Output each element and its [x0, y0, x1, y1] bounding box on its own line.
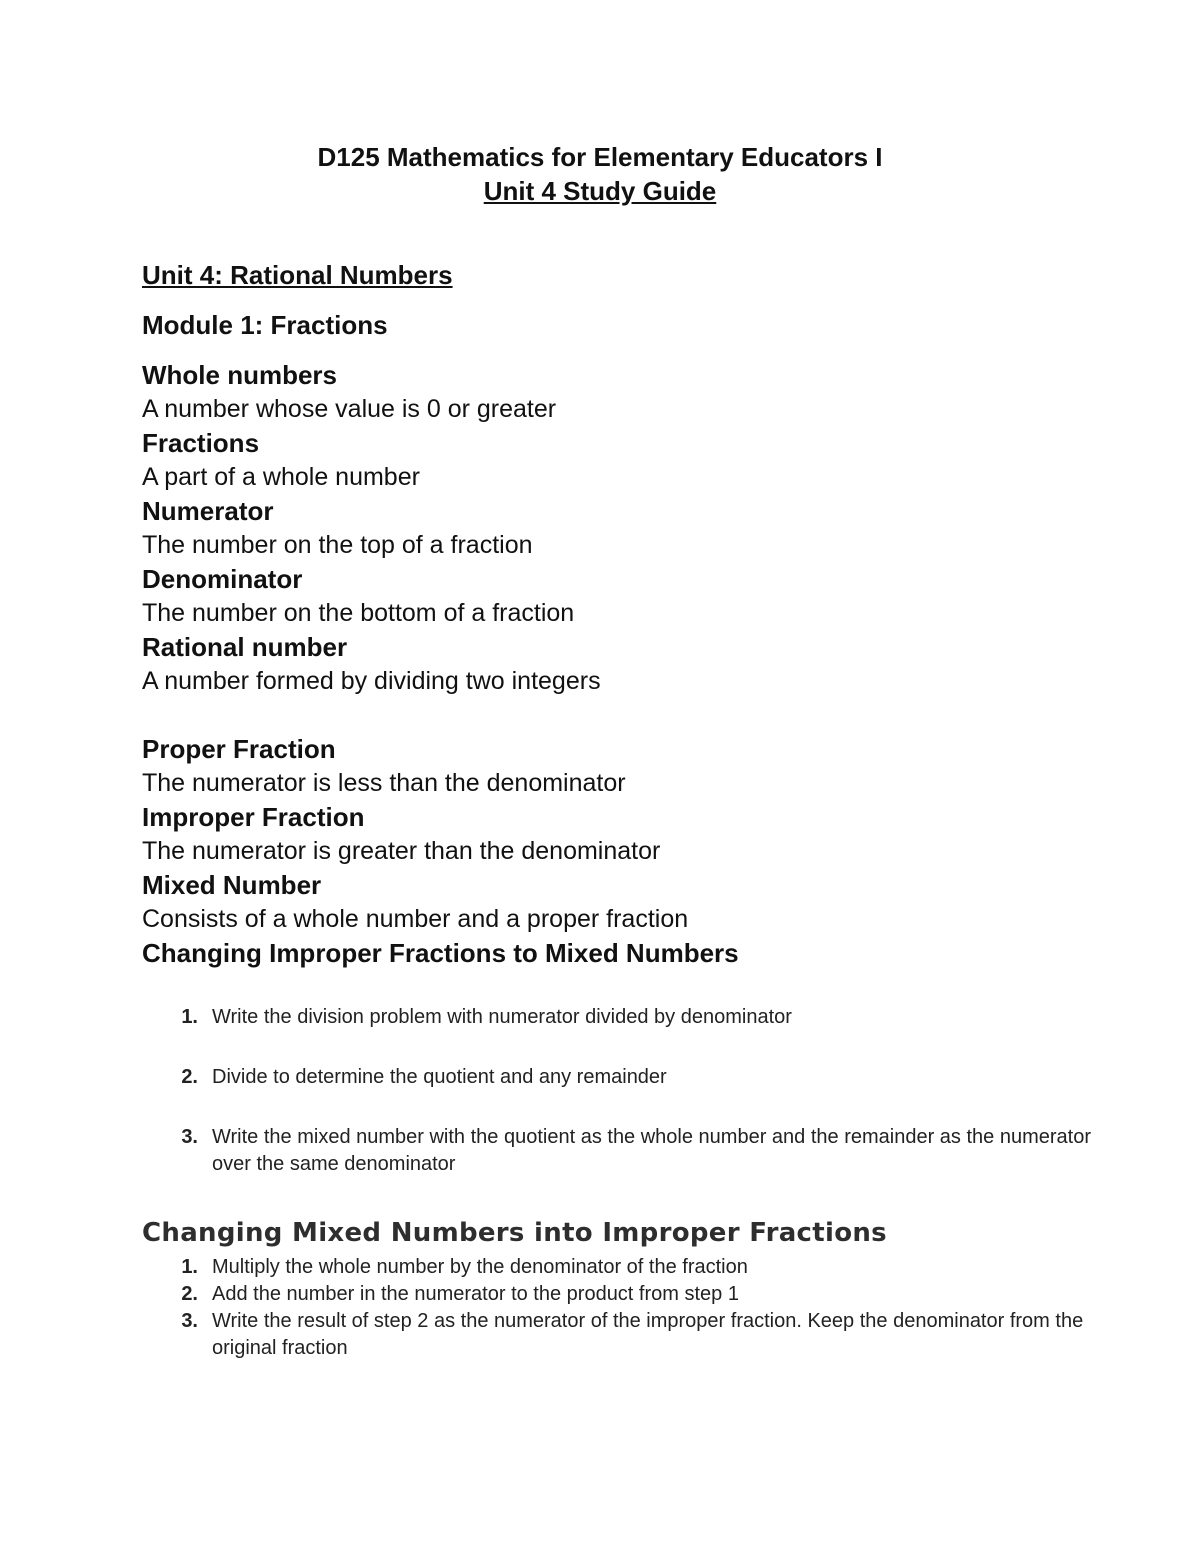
section-mixed-to-improper-steps	[142, 1254, 1102, 1362]
list-item	[142, 1064, 1102, 1091]
unit-heading: Unit 4: Rational Numbers	[142, 260, 453, 290]
term-rational-number: Rational number	[142, 632, 348, 662]
definition-whole-numbers: A number whose value is 0 or greater	[142, 395, 557, 423]
step-text: Write the mixed number with the quotient as the whole number and the remainder as the numerator over the same denominator	[212, 1126, 1091, 1175]
title-block	[0, 140, 1200, 208]
definition-rational-number: A number formed by dividing two integers	[142, 667, 601, 695]
term-proper-fraction: Proper Fraction	[142, 734, 336, 764]
spacer	[142, 698, 1102, 732]
list-item	[142, 1308, 1102, 1362]
section-improper-to-mixed-steps	[142, 1004, 1102, 1178]
term-whole-numbers: Whole numbers	[142, 360, 338, 390]
definitions-group-2	[142, 732, 1102, 936]
document-subtitle: Unit 4 Study Guide	[483, 176, 717, 206]
list-item	[142, 1281, 1102, 1308]
step-number: 1.	[181, 1256, 198, 1278]
definition-improper-fraction: The numerator is greater than the denominator	[142, 837, 661, 865]
section-mixed-to-improper-heading: Changing Mixed Numbers into Improper Fractions	[142, 1218, 887, 1248]
module-heading: Module 1: Fractions	[142, 310, 388, 340]
definition-proper-fraction: The numerator is less than the denominator	[142, 769, 626, 797]
step-number: 2.	[181, 1066, 198, 1088]
step-number: 3.	[181, 1310, 198, 1332]
term-improper-fraction: Improper Fraction	[142, 802, 365, 832]
definition-numerator: The number on the top of a fraction	[142, 531, 533, 559]
step-text: Divide to determine the quotient and any remainder	[212, 1066, 667, 1088]
step-number: 1.	[181, 1006, 198, 1028]
term-fractions: Fractions	[142, 428, 260, 458]
definition-fractions: A part of a whole number	[142, 463, 420, 491]
step-text: Multiply the whole number by the denominator of the fraction	[212, 1256, 748, 1278]
definition-mixed-number: Consists of a whole number and a proper fraction	[142, 905, 689, 933]
step-number: 3.	[181, 1126, 198, 1148]
section-improper-to-mixed-heading: Changing Improper Fractions to Mixed Numbers	[142, 938, 739, 968]
step-text: Write the result of step 2 as the numerator of the improper fraction. Keep the denominator from the original fraction	[212, 1310, 1084, 1359]
list-item	[142, 1004, 1102, 1031]
step-text: Add the number in the numerator to the product from step 1	[212, 1283, 739, 1305]
term-denominator: Denominator	[142, 564, 303, 594]
step-text: Write the division problem with numerator divided by denominator	[212, 1006, 792, 1028]
list-item	[142, 1254, 1102, 1281]
document-content	[142, 258, 1102, 1362]
term-numerator: Numerator	[142, 496, 274, 526]
definitions-group-1	[142, 358, 1102, 698]
list-item	[142, 1124, 1102, 1178]
definition-denominator: The number on the bottom of a fraction	[142, 599, 575, 627]
step-number: 2.	[181, 1283, 198, 1305]
term-mixed-number: Mixed Number	[142, 870, 322, 900]
document-title: D125 Mathematics for Elementary Educators I	[317, 142, 883, 172]
